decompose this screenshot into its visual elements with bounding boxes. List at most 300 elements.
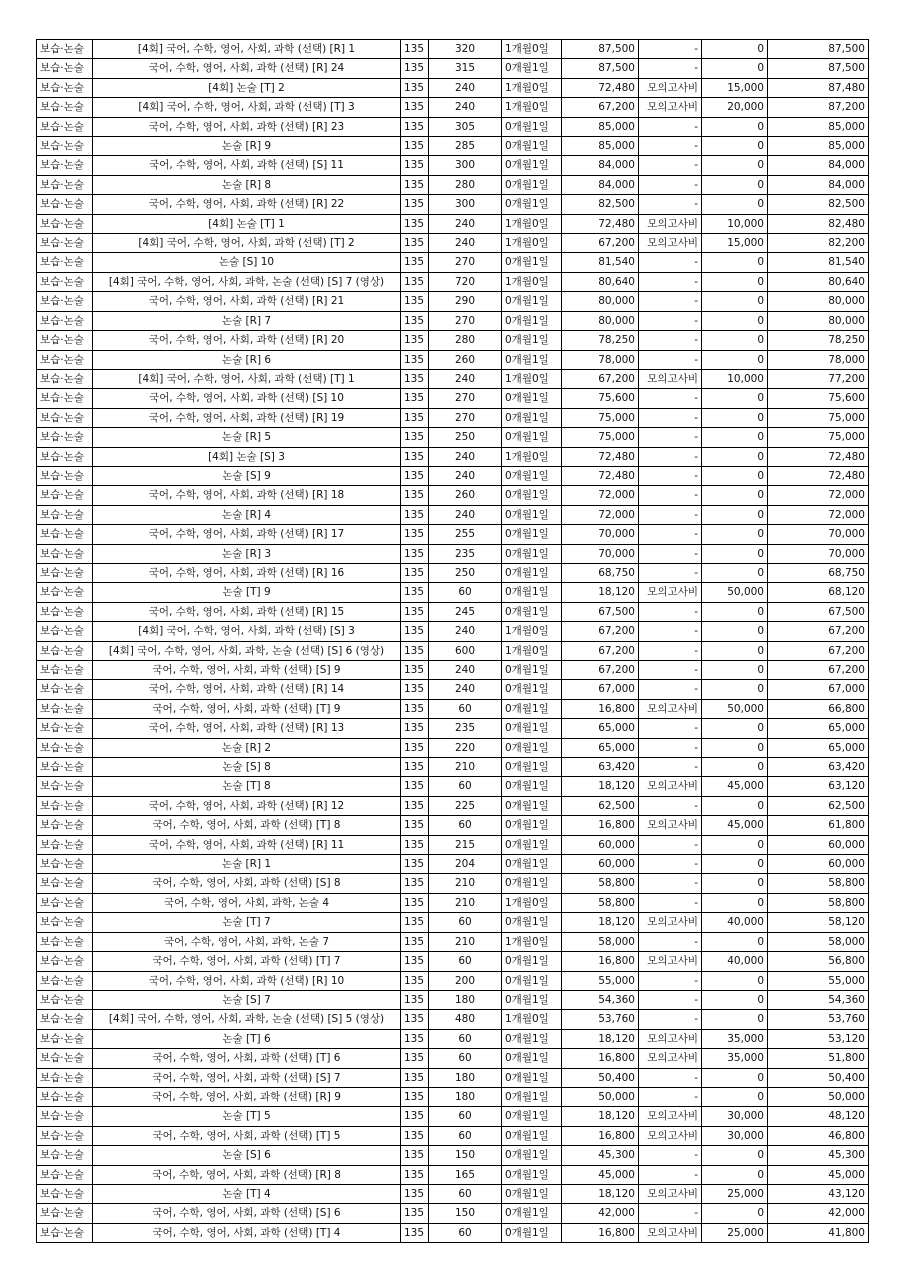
course-name-cell: 논술 [R] 3 bbox=[93, 544, 401, 563]
course-name-cell: 국어, 수학, 영어, 사회, 과학 (선택) [R] 22 bbox=[93, 195, 401, 214]
course-name-cell: [4회] 국어, 수학, 영어, 사회, 과학, 논술 (선택) [S] 6 (영상) bbox=[93, 641, 401, 660]
session-minutes-cell: 180 bbox=[429, 990, 502, 1009]
extra-fee-amount-cell: 30,000 bbox=[702, 1107, 768, 1126]
extra-fee-amount-cell: 10,000 bbox=[702, 369, 768, 388]
extra-fee-type-cell: 모의고사비 bbox=[639, 583, 702, 602]
course-name-cell: 논술 [R] 7 bbox=[93, 311, 401, 330]
course-name-cell: 국어, 수학, 영어, 사회, 과학 (선택) [S] 10 bbox=[93, 389, 401, 408]
hours-cell: 135 bbox=[401, 1204, 429, 1223]
extra-fee-type-cell: - bbox=[639, 835, 702, 854]
period-cell: 0개월1일 bbox=[502, 1029, 562, 1048]
course-name-cell: 국어, 수학, 영어, 사회, 과학 (선택) [T] 6 bbox=[93, 1049, 401, 1068]
total-cell: 72,000 bbox=[768, 486, 869, 505]
tuition-cell: 45,300 bbox=[562, 1146, 639, 1165]
session-minutes-cell: 60 bbox=[429, 1107, 502, 1126]
extra-fee-type-cell: - bbox=[639, 137, 702, 156]
course-name-cell: 국어, 수학, 영어, 사회, 과학 (선택) [T] 4 bbox=[93, 1223, 401, 1242]
extra-fee-type-cell: - bbox=[639, 855, 702, 874]
extra-fee-amount-cell: 0 bbox=[702, 505, 768, 524]
total-cell: 82,200 bbox=[768, 234, 869, 253]
session-minutes-cell: 215 bbox=[429, 835, 502, 854]
course-name-cell: 논술 [T] 6 bbox=[93, 1029, 401, 1048]
extra-fee-type-cell: 모의고사비 bbox=[639, 777, 702, 796]
extra-fee-type-cell: - bbox=[639, 563, 702, 582]
course-name-cell: 논술 [T] 4 bbox=[93, 1184, 401, 1203]
session-minutes-cell: 60 bbox=[429, 699, 502, 718]
extra-fee-type-cell: 모의고사비 bbox=[639, 913, 702, 932]
session-minutes-cell: 240 bbox=[429, 234, 502, 253]
course-name-cell: [4회] 국어, 수학, 영어, 사회, 과학 (선택) [S] 3 bbox=[93, 622, 401, 641]
table-row bbox=[37, 175, 869, 194]
session-minutes-cell: 60 bbox=[429, 1049, 502, 1068]
category-cell: 보습·논술 bbox=[37, 932, 93, 951]
hours-cell: 135 bbox=[401, 1087, 429, 1106]
extra-fee-amount-cell: 10,000 bbox=[702, 214, 768, 233]
extra-fee-amount-cell: 0 bbox=[702, 719, 768, 738]
period-cell: 0개월1일 bbox=[502, 117, 562, 136]
period-cell: 0개월1일 bbox=[502, 311, 562, 330]
period-cell: 0개월1일 bbox=[502, 971, 562, 990]
total-cell: 70,000 bbox=[768, 525, 869, 544]
session-minutes-cell: 220 bbox=[429, 738, 502, 757]
category-cell: 보습·논술 bbox=[37, 369, 93, 388]
extra-fee-type-cell: - bbox=[639, 447, 702, 466]
category-cell: 보습·논술 bbox=[37, 408, 93, 427]
total-cell: 58,800 bbox=[768, 893, 869, 912]
hours-cell: 135 bbox=[401, 816, 429, 835]
session-minutes-cell: 60 bbox=[429, 913, 502, 932]
extra-fee-type-cell: - bbox=[639, 156, 702, 175]
total-cell: 53,120 bbox=[768, 1029, 869, 1048]
period-cell: 0개월1일 bbox=[502, 175, 562, 194]
extra-fee-type-cell: 모의고사비 bbox=[639, 816, 702, 835]
extra-fee-type-cell: - bbox=[639, 680, 702, 699]
tuition-cell: 70,000 bbox=[562, 544, 639, 563]
total-cell: 51,800 bbox=[768, 1049, 869, 1068]
category-cell: 보습·논술 bbox=[37, 272, 93, 291]
table-row bbox=[37, 40, 869, 59]
extra-fee-amount-cell: 0 bbox=[702, 311, 768, 330]
session-minutes-cell: 270 bbox=[429, 389, 502, 408]
total-cell: 82,480 bbox=[768, 214, 869, 233]
session-minutes-cell: 240 bbox=[429, 78, 502, 97]
extra-fee-amount-cell: 0 bbox=[702, 544, 768, 563]
hours-cell: 135 bbox=[401, 214, 429, 233]
table-row bbox=[37, 893, 869, 912]
session-minutes-cell: 240 bbox=[429, 661, 502, 680]
total-cell: 87,480 bbox=[768, 78, 869, 97]
total-cell: 65,000 bbox=[768, 738, 869, 757]
course-name-cell: 국어, 수학, 영어, 사회, 과학 (선택) [R] 17 bbox=[93, 525, 401, 544]
tuition-cell: 16,800 bbox=[562, 816, 639, 835]
extra-fee-amount-cell: 0 bbox=[702, 622, 768, 641]
course-name-cell: 논술 [R] 4 bbox=[93, 505, 401, 524]
category-cell: 보습·논술 bbox=[37, 913, 93, 932]
extra-fee-type-cell: 모의고사비 bbox=[639, 98, 702, 117]
hours-cell: 135 bbox=[401, 835, 429, 854]
hours-cell: 135 bbox=[401, 1068, 429, 1087]
extra-fee-type-cell: 모의고사비 bbox=[639, 1029, 702, 1048]
extra-fee-amount-cell: 0 bbox=[702, 563, 768, 582]
total-cell: 62,500 bbox=[768, 796, 869, 815]
course-name-cell: 국어, 수학, 영어, 사회, 과학 (선택) [R] 11 bbox=[93, 835, 401, 854]
tuition-cell: 16,800 bbox=[562, 1223, 639, 1242]
period-cell: 1개월0일 bbox=[502, 272, 562, 291]
table-row bbox=[37, 311, 869, 330]
course-name-cell: 국어, 수학, 영어, 사회, 과학 (선택) [R] 8 bbox=[93, 1165, 401, 1184]
session-minutes-cell: 300 bbox=[429, 156, 502, 175]
session-minutes-cell: 204 bbox=[429, 855, 502, 874]
hours-cell: 135 bbox=[401, 777, 429, 796]
course-name-cell: 국어, 수학, 영어, 사회, 과학 (선택) [R] 13 bbox=[93, 719, 401, 738]
table-row bbox=[37, 1010, 869, 1029]
session-minutes-cell: 320 bbox=[429, 40, 502, 59]
hours-cell: 135 bbox=[401, 156, 429, 175]
tuition-cell: 87,500 bbox=[562, 59, 639, 78]
category-cell: 보습·논술 bbox=[37, 350, 93, 369]
category-cell: 보습·논술 bbox=[37, 893, 93, 912]
course-name-cell: [4회] 국어, 수학, 영어, 사회, 과학 (선택) [T] 2 bbox=[93, 234, 401, 253]
hours-cell: 135 bbox=[401, 952, 429, 971]
course-name-cell: 논술 [R] 9 bbox=[93, 137, 401, 156]
tuition-cell: 75,600 bbox=[562, 389, 639, 408]
tuition-cell: 80,000 bbox=[562, 311, 639, 330]
period-cell: 0개월1일 bbox=[502, 292, 562, 311]
extra-fee-type-cell: - bbox=[639, 272, 702, 291]
period-cell: 0개월1일 bbox=[502, 408, 562, 427]
session-minutes-cell: 180 bbox=[429, 1068, 502, 1087]
hours-cell: 135 bbox=[401, 253, 429, 272]
total-cell: 43,120 bbox=[768, 1184, 869, 1203]
session-minutes-cell: 260 bbox=[429, 486, 502, 505]
session-minutes-cell: 290 bbox=[429, 292, 502, 311]
extra-fee-type-cell: - bbox=[639, 331, 702, 350]
course-name-cell: 국어, 수학, 영어, 사회, 과학 (선택) [R] 16 bbox=[93, 563, 401, 582]
course-name-cell: 논술 [R] 8 bbox=[93, 175, 401, 194]
total-cell: 67,200 bbox=[768, 641, 869, 660]
tuition-cell: 72,480 bbox=[562, 78, 639, 97]
tuition-cell: 18,120 bbox=[562, 913, 639, 932]
extra-fee-amount-cell: 0 bbox=[702, 932, 768, 951]
hours-cell: 135 bbox=[401, 408, 429, 427]
period-cell: 1개월0일 bbox=[502, 893, 562, 912]
category-cell: 보습·논술 bbox=[37, 835, 93, 854]
period-cell: 0개월1일 bbox=[502, 59, 562, 78]
hours-cell: 135 bbox=[401, 137, 429, 156]
total-cell: 67,000 bbox=[768, 680, 869, 699]
tuition-cell: 18,120 bbox=[562, 1029, 639, 1048]
table-row bbox=[37, 719, 869, 738]
extra-fee-amount-cell: 35,000 bbox=[702, 1029, 768, 1048]
tuition-cell: 80,640 bbox=[562, 272, 639, 291]
session-minutes-cell: 60 bbox=[429, 1029, 502, 1048]
table-row bbox=[37, 505, 869, 524]
period-cell: 0개월1일 bbox=[502, 1146, 562, 1165]
table-row bbox=[37, 855, 869, 874]
session-minutes-cell: 305 bbox=[429, 117, 502, 136]
tuition-cell: 45,000 bbox=[562, 1165, 639, 1184]
period-cell: 1개월0일 bbox=[502, 1010, 562, 1029]
course-name-cell: 국어, 수학, 영어, 사회, 과학, 논술 4 bbox=[93, 893, 401, 912]
table-row bbox=[37, 1146, 869, 1165]
course-name-cell: [4회] 논술 [T] 1 bbox=[93, 214, 401, 233]
extra-fee-amount-cell: 0 bbox=[702, 331, 768, 350]
tuition-cell: 50,400 bbox=[562, 1068, 639, 1087]
period-cell: 0개월1일 bbox=[502, 816, 562, 835]
period-cell: 1개월0일 bbox=[502, 641, 562, 660]
category-cell: 보습·논술 bbox=[37, 661, 93, 680]
extra-fee-type-cell: - bbox=[639, 40, 702, 59]
session-minutes-cell: 240 bbox=[429, 505, 502, 524]
category-cell: 보습·논술 bbox=[37, 311, 93, 330]
category-cell: 보습·논술 bbox=[37, 1107, 93, 1126]
period-cell: 0개월1일 bbox=[502, 544, 562, 563]
session-minutes-cell: 240 bbox=[429, 98, 502, 117]
extra-fee-type-cell: 모의고사비 bbox=[639, 952, 702, 971]
table-row bbox=[37, 1223, 869, 1242]
period-cell: 0개월1일 bbox=[502, 195, 562, 214]
course-name-cell: 논술 [S] 9 bbox=[93, 466, 401, 485]
category-cell: 보습·논술 bbox=[37, 253, 93, 272]
tuition-cell: 68,750 bbox=[562, 563, 639, 582]
extra-fee-type-cell: - bbox=[639, 1068, 702, 1087]
tuition-cell: 85,000 bbox=[562, 137, 639, 156]
category-cell: 보습·논술 bbox=[37, 1146, 93, 1165]
session-minutes-cell: 210 bbox=[429, 893, 502, 912]
tuition-cell: 67,200 bbox=[562, 98, 639, 117]
extra-fee-type-cell: - bbox=[639, 641, 702, 660]
session-minutes-cell: 235 bbox=[429, 719, 502, 738]
tuition-cell: 72,480 bbox=[562, 466, 639, 485]
category-cell: 보습·논술 bbox=[37, 1029, 93, 1048]
table-body bbox=[37, 40, 869, 1243]
tuition-cell: 53,760 bbox=[562, 1010, 639, 1029]
category-cell: 보습·논술 bbox=[37, 78, 93, 97]
category-cell: 보습·논술 bbox=[37, 855, 93, 874]
table-row bbox=[37, 78, 869, 97]
extra-fee-amount-cell: 0 bbox=[702, 641, 768, 660]
total-cell: 70,000 bbox=[768, 544, 869, 563]
period-cell: 0개월1일 bbox=[502, 1049, 562, 1068]
extra-fee-amount-cell: 25,000 bbox=[702, 1223, 768, 1242]
hours-cell: 135 bbox=[401, 292, 429, 311]
hours-cell: 135 bbox=[401, 1010, 429, 1029]
category-cell: 보습·논술 bbox=[37, 1223, 93, 1242]
hours-cell: 135 bbox=[401, 1049, 429, 1068]
tuition-cell: 16,800 bbox=[562, 952, 639, 971]
tuition-cell: 50,000 bbox=[562, 1087, 639, 1106]
extra-fee-amount-cell: 0 bbox=[702, 156, 768, 175]
session-minutes-cell: 720 bbox=[429, 272, 502, 291]
hours-cell: 135 bbox=[401, 661, 429, 680]
period-cell: 0개월1일 bbox=[502, 1107, 562, 1126]
extra-fee-type-cell: 모의고사비 bbox=[639, 214, 702, 233]
course-name-cell: 국어, 수학, 영어, 사회, 과학 (선택) [R] 18 bbox=[93, 486, 401, 505]
extra-fee-amount-cell: 0 bbox=[702, 1204, 768, 1223]
total-cell: 65,000 bbox=[768, 719, 869, 738]
table-row bbox=[37, 874, 869, 893]
total-cell: 48,120 bbox=[768, 1107, 869, 1126]
total-cell: 78,000 bbox=[768, 350, 869, 369]
tuition-cell: 16,800 bbox=[562, 699, 639, 718]
course-name-cell: [4회] 논술 [S] 3 bbox=[93, 447, 401, 466]
period-cell: 0개월1일 bbox=[502, 719, 562, 738]
course-name-cell: 논술 [T] 5 bbox=[93, 1107, 401, 1126]
period-cell: 0개월1일 bbox=[502, 428, 562, 447]
session-minutes-cell: 210 bbox=[429, 932, 502, 951]
course-name-cell: [4회] 국어, 수학, 영어, 사회, 과학 (선택) [T] 1 bbox=[93, 369, 401, 388]
table-row bbox=[37, 156, 869, 175]
table-row bbox=[37, 447, 869, 466]
session-minutes-cell: 240 bbox=[429, 622, 502, 641]
tuition-cell: 42,000 bbox=[562, 1204, 639, 1223]
extra-fee-type-cell: - bbox=[639, 1165, 702, 1184]
extra-fee-amount-cell: 0 bbox=[702, 835, 768, 854]
extra-fee-amount-cell: 0 bbox=[702, 137, 768, 156]
course-name-cell: 국어, 수학, 영어, 사회, 과학 (선택) [T] 5 bbox=[93, 1126, 401, 1145]
category-cell: 보습·논술 bbox=[37, 952, 93, 971]
category-cell: 보습·논술 bbox=[37, 98, 93, 117]
session-minutes-cell: 240 bbox=[429, 214, 502, 233]
total-cell: 82,500 bbox=[768, 195, 869, 214]
total-cell: 84,000 bbox=[768, 156, 869, 175]
total-cell: 75,000 bbox=[768, 428, 869, 447]
total-cell: 53,760 bbox=[768, 1010, 869, 1029]
hours-cell: 135 bbox=[401, 1146, 429, 1165]
table-row bbox=[37, 622, 869, 641]
session-minutes-cell: 60 bbox=[429, 1126, 502, 1145]
period-cell: 0개월1일 bbox=[502, 758, 562, 777]
course-name-cell: 논술 [T] 9 bbox=[93, 583, 401, 602]
hours-cell: 135 bbox=[401, 175, 429, 194]
table-row bbox=[37, 486, 869, 505]
tuition-cell: 18,120 bbox=[562, 777, 639, 796]
table-row bbox=[37, 816, 869, 835]
extra-fee-type-cell: - bbox=[639, 990, 702, 1009]
period-cell: 0개월1일 bbox=[502, 777, 562, 796]
total-cell: 84,000 bbox=[768, 175, 869, 194]
hours-cell: 135 bbox=[401, 98, 429, 117]
category-cell: 보습·논술 bbox=[37, 331, 93, 350]
period-cell: 0개월1일 bbox=[502, 253, 562, 272]
period-cell: 0개월1일 bbox=[502, 331, 562, 350]
category-cell: 보습·논술 bbox=[37, 1049, 93, 1068]
table-row bbox=[37, 699, 869, 718]
course-name-cell: 국어, 수학, 영어, 사회, 과학 (선택) [S] 11 bbox=[93, 156, 401, 175]
table-row bbox=[37, 369, 869, 388]
category-cell: 보습·논술 bbox=[37, 428, 93, 447]
course-name-cell: 국어, 수학, 영어, 사회, 과학, 논술 7 bbox=[93, 932, 401, 951]
session-minutes-cell: 210 bbox=[429, 874, 502, 893]
hours-cell: 135 bbox=[401, 602, 429, 621]
hours-cell: 135 bbox=[401, 583, 429, 602]
category-cell: 보습·논술 bbox=[37, 447, 93, 466]
course-name-cell: 논술 [R] 5 bbox=[93, 428, 401, 447]
table-row bbox=[37, 544, 869, 563]
document-page bbox=[36, 39, 869, 1243]
hours-cell: 135 bbox=[401, 855, 429, 874]
total-cell: 61,800 bbox=[768, 816, 869, 835]
tuition-cell: 67,200 bbox=[562, 369, 639, 388]
hours-cell: 135 bbox=[401, 738, 429, 757]
total-cell: 78,250 bbox=[768, 331, 869, 350]
period-cell: 0개월1일 bbox=[502, 563, 562, 582]
hours-cell: 135 bbox=[401, 369, 429, 388]
course-name-cell: 논술 [T] 8 bbox=[93, 777, 401, 796]
tuition-cell: 75,000 bbox=[562, 408, 639, 427]
hours-cell: 135 bbox=[401, 913, 429, 932]
extra-fee-amount-cell: 25,000 bbox=[702, 1184, 768, 1203]
total-cell: 85,000 bbox=[768, 117, 869, 136]
extra-fee-amount-cell: 0 bbox=[702, 408, 768, 427]
course-name-cell: 국어, 수학, 영어, 사회, 과학 (선택) [R] 10 bbox=[93, 971, 401, 990]
category-cell: 보습·논술 bbox=[37, 486, 93, 505]
extra-fee-amount-cell: 0 bbox=[702, 855, 768, 874]
session-minutes-cell: 280 bbox=[429, 175, 502, 194]
period-cell: 0개월1일 bbox=[502, 1126, 562, 1145]
total-cell: 46,800 bbox=[768, 1126, 869, 1145]
extra-fee-amount-cell: 0 bbox=[702, 59, 768, 78]
table-row bbox=[37, 1126, 869, 1145]
total-cell: 50,000 bbox=[768, 1087, 869, 1106]
period-cell: 0개월1일 bbox=[502, 1068, 562, 1087]
extra-fee-type-cell: - bbox=[639, 971, 702, 990]
category-cell: 보습·논술 bbox=[37, 544, 93, 563]
table-row bbox=[37, 1068, 869, 1087]
table-row bbox=[37, 641, 869, 660]
extra-fee-type-cell: - bbox=[639, 1087, 702, 1106]
tuition-cell: 18,120 bbox=[562, 1107, 639, 1126]
session-minutes-cell: 60 bbox=[429, 583, 502, 602]
hours-cell: 135 bbox=[401, 758, 429, 777]
tuition-cell: 16,800 bbox=[562, 1126, 639, 1145]
period-cell: 0개월1일 bbox=[502, 661, 562, 680]
session-minutes-cell: 270 bbox=[429, 311, 502, 330]
course-name-cell: 논술 [R] 1 bbox=[93, 855, 401, 874]
extra-fee-type-cell: - bbox=[639, 292, 702, 311]
hours-cell: 135 bbox=[401, 78, 429, 97]
total-cell: 80,640 bbox=[768, 272, 869, 291]
category-cell: 보습·논술 bbox=[37, 59, 93, 78]
tuition-cell: 67,200 bbox=[562, 622, 639, 641]
period-cell: 0개월1일 bbox=[502, 156, 562, 175]
session-minutes-cell: 315 bbox=[429, 59, 502, 78]
extra-fee-type-cell: 모의고사비 bbox=[639, 1126, 702, 1145]
course-name-cell: 국어, 수학, 영어, 사회, 과학 (선택) [S] 7 bbox=[93, 1068, 401, 1087]
extra-fee-amount-cell: 15,000 bbox=[702, 234, 768, 253]
hours-cell: 135 bbox=[401, 544, 429, 563]
extra-fee-type-cell: - bbox=[639, 311, 702, 330]
session-minutes-cell: 240 bbox=[429, 447, 502, 466]
total-cell: 67,500 bbox=[768, 602, 869, 621]
tuition-cell: 81,540 bbox=[562, 253, 639, 272]
tuition-cell: 84,000 bbox=[562, 156, 639, 175]
table-row bbox=[37, 1107, 869, 1126]
session-minutes-cell: 480 bbox=[429, 1010, 502, 1029]
course-name-cell: 국어, 수학, 영어, 사회, 과학 (선택) [T] 7 bbox=[93, 952, 401, 971]
extra-fee-amount-cell: 0 bbox=[702, 447, 768, 466]
total-cell: 87,200 bbox=[768, 98, 869, 117]
total-cell: 80,000 bbox=[768, 292, 869, 311]
tuition-cell: 65,000 bbox=[562, 738, 639, 757]
category-cell: 보습·논술 bbox=[37, 195, 93, 214]
extra-fee-type-cell: - bbox=[639, 253, 702, 272]
session-minutes-cell: 270 bbox=[429, 408, 502, 427]
category-cell: 보습·논술 bbox=[37, 234, 93, 253]
session-minutes-cell: 240 bbox=[429, 466, 502, 485]
total-cell: 80,000 bbox=[768, 311, 869, 330]
period-cell: 1개월0일 bbox=[502, 369, 562, 388]
